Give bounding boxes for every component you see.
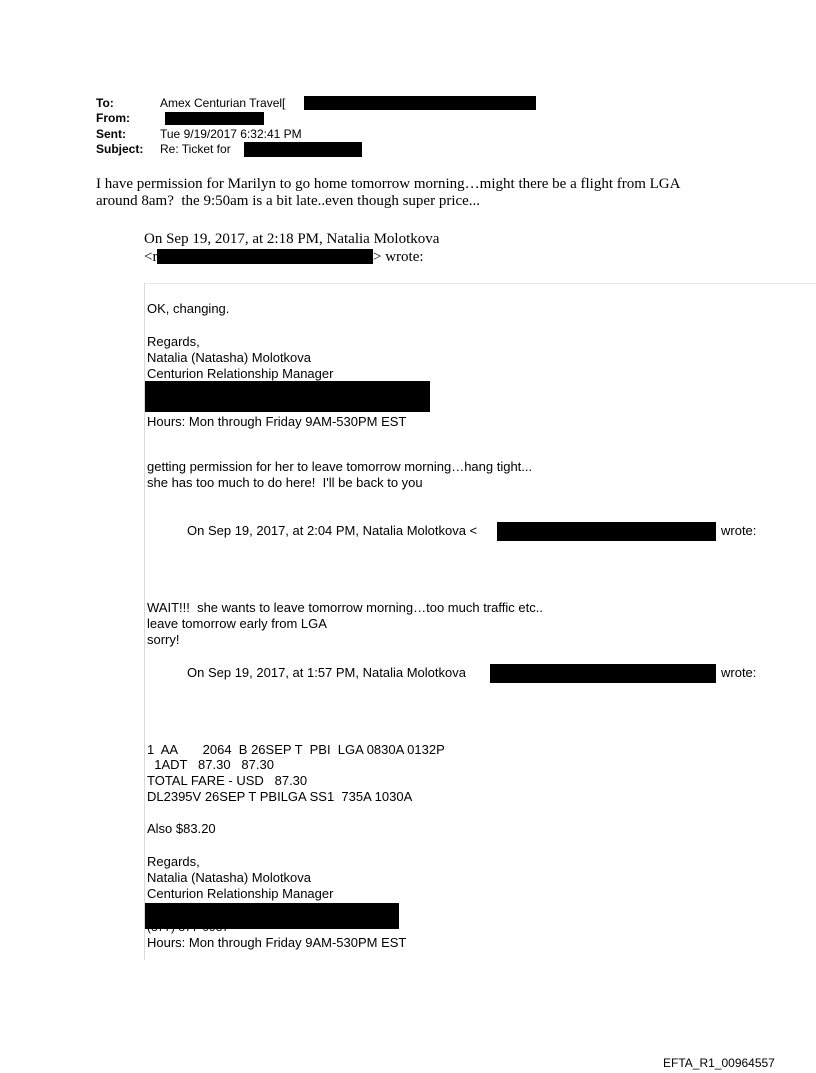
itinerary-line-3: TOTAL FARE - USD 87.30 <box>147 773 308 788</box>
quote3-line-1: WAIT!!! she wants to leave tomorrow morning…too much traffic etc.. <box>147 600 543 615</box>
quote1-signature-name: Natalia (Natasha) Molotkova <box>147 350 312 365</box>
quote1-signature-title: Centurion Relationship Manager <box>147 366 334 381</box>
redaction-signature-2 <box>145 903 399 929</box>
sent-value: Tue 9/19/2017 6:32:41 PM <box>160 127 302 141</box>
to-value: Amex Centurian Travel[ <box>160 96 286 110</box>
itinerary-line-2: 1ADT 87.30 87.30 <box>147 757 274 772</box>
quote4-regards: Regards, <box>147 854 200 869</box>
redaction-signature-1 <box>145 381 430 412</box>
quote3-wrote: wrote: <box>721 665 757 680</box>
quote2-wrote: wrote: <box>721 523 757 538</box>
quote1-attribution-open: <r <box>144 249 158 265</box>
quote4-signature-name: Natalia (Natasha) Molotkova <box>147 870 312 885</box>
quote4-also: Also $83.20 <box>147 821 216 836</box>
redaction-email-2 <box>497 522 716 541</box>
sent-label: Sent: <box>96 127 126 141</box>
redaction-to <box>304 96 536 110</box>
quote2-attribution: On Sep 19, 2017, at 2:04 PM, Natalia Molotkova < <box>187 523 478 538</box>
subject-label: Subject: <box>96 142 144 156</box>
reply-line-2: around 8am? the 9:50am is a bit late..even though super price... <box>96 193 481 209</box>
reply-line-1: I have permission for Marilyn to go home tomorrow morning…might there be a flight from LGA <box>96 176 681 192</box>
redaction-from <box>165 112 264 125</box>
quote-border-top <box>144 283 816 284</box>
quote1-regards: Regards, <box>147 334 200 349</box>
itinerary-line-1: 1 AA 2064 B 26SEP T PBI LGA 0830A 0132P <box>147 742 445 757</box>
document-id: EFTA_R1_00964557 <box>663 1056 775 1070</box>
redaction-email-3 <box>490 664 716 683</box>
quote4-hours: Hours: Mon through Friday 9AM-530PM EST <box>147 935 407 950</box>
itinerary-line-4: DL2395V 26SEP T PBILGA SS1 735A 1030A <box>147 789 413 804</box>
quote1-hours: Hours: Mon through Friday 9AM-530PM EST <box>147 414 407 429</box>
redaction-email-1 <box>157 249 373 264</box>
quote3-line-3: sorry! <box>147 632 180 647</box>
quote1-attribution: On Sep 19, 2017, at 2:18 PM, Natalia Molotkova <box>144 231 440 247</box>
quote3-attribution: On Sep 19, 2017, at 1:57 PM, Natalia Molotkova <box>187 665 466 680</box>
quote1-attribution-close: > wrote: <box>373 249 424 265</box>
redaction-subject <box>244 142 362 157</box>
from-label: From: <box>96 111 130 125</box>
quote3-line-2: leave tomorrow early from LGA <box>147 616 327 631</box>
quote2-line-1: getting permission for her to leave tomorrow morning…hang tight... <box>147 459 533 474</box>
quote4-signature-title: Centurion Relationship Manager <box>147 886 334 901</box>
to-label: To: <box>96 96 114 110</box>
quote2-line-2: she has too much to do here! I'll be back to you <box>147 475 423 490</box>
subject-value: Re: Ticket for <box>160 142 231 156</box>
quote1-body: OK, changing. <box>147 301 230 316</box>
